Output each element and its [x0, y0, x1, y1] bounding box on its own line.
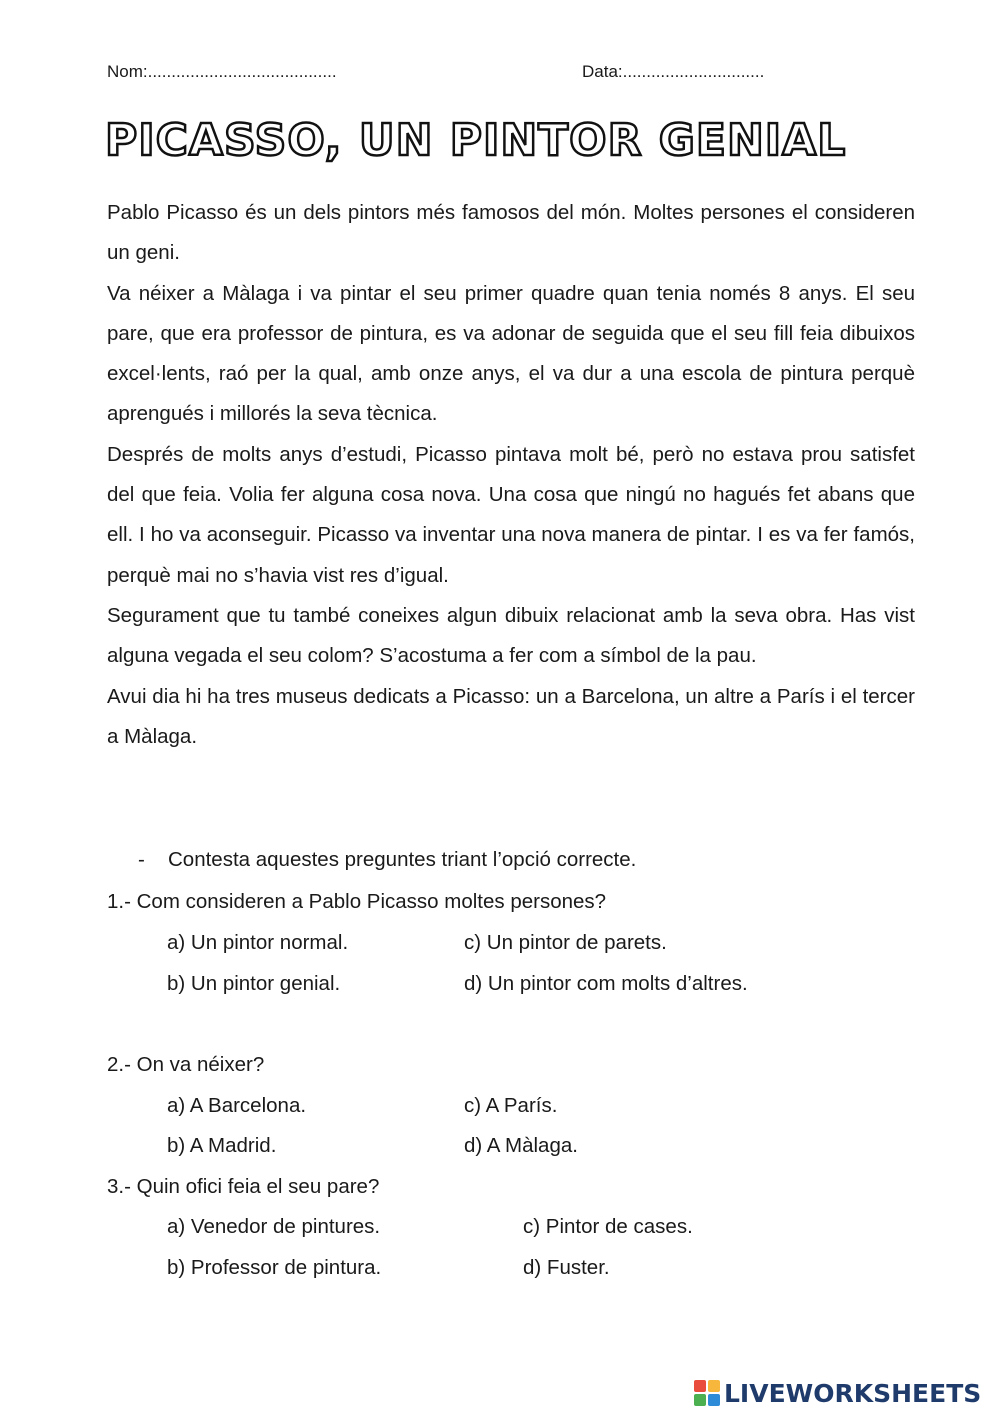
instruction-line	[138, 845, 636, 875]
instruction-bullet: -	[138, 848, 145, 871]
instruction-text: Contesta aquestes preguntes triant l’opció correcte.	[168, 848, 637, 871]
question-1-option-a[interactable]: a) Un pintor normal.	[167, 931, 349, 954]
logo-text: LIVEWORKSHEETS	[724, 1378, 982, 1408]
reading-paragraph: Pablo Picasso és un dels pintors més famosos del món. Moltes persones el consideren un geni.	[107, 201, 915, 265]
reading-paragraph: Segurament que tu també coneixes algun dibuix relacionat amb la seva obra. Has vist alguna vegada el seu colom? S’acostuma a fer com a símbol de la pau.	[107, 603, 915, 668]
question-2: 2.- On va néixer?	[107, 1053, 265, 1076]
question-3-option-b[interactable]: b) Professor de pintura.	[167, 1256, 382, 1279]
reading-paragraph: Va néixer a Màlaga i va pintar el seu primer quadre quan tenia només 8 anys. El seu pare, que era professor de pintura, es va adonar de seguida que el seu fill feia dibuixos excel·lents, raó per la qual, amb onze anys, el va dur a una escola de pintura perquè aprengués i millorés la seva tècnica.	[107, 281, 915, 426]
question-2-option-a[interactable]: a) A Barcelona.	[167, 1094, 307, 1117]
reading-paragraph: Després de molts anys d’estudi, Picasso pintava molt bé, però no estava prou satisfet del que feia. Volia fer alguna cosa nova. Una cosa que ningú no hagués fet abans que ell. I ho va aconseguir. Picasso va inventar una nova manera de pintar. I es va fer famós, perquè mai no s’havia vist res d’igual.	[107, 442, 915, 587]
question-2-option-b[interactable]: b) A Madrid.	[167, 1134, 277, 1157]
question-1-option-b[interactable]: b) Un pintor genial.	[167, 972, 341, 995]
reading-paragraph: Avui dia hi ha tres museus dedicats a Picasso: un a Barcelona, un altre a París i el tercer a Màlaga.	[107, 684, 915, 748]
question-2-option-c[interactable]: c) A París.	[464, 1094, 558, 1117]
reading-text	[107, 193, 915, 757]
question-1-option-d[interactable]: d) Un pintor com molts d’altres.	[464, 972, 748, 995]
question-3: 3.- Quin ofici feia el seu pare?	[107, 1175, 380, 1198]
question-1: 1.- Com consideren a Pablo Picasso moltes persones?	[107, 890, 607, 913]
date-field: Data:..............................	[582, 62, 765, 81]
question-3-option-a[interactable]: a) Venedor de pintures.	[167, 1215, 381, 1238]
logo-square	[694, 1394, 706, 1406]
name-field: Nom:........................................	[107, 62, 337, 81]
liveworksheets-logo	[694, 1378, 981, 1408]
worksheet-title: PICASSO, UN PINTOR GENIAL	[105, 115, 847, 166]
logo-square	[708, 1380, 720, 1392]
logo-square	[694, 1380, 706, 1392]
logo-square	[708, 1394, 720, 1406]
question-2-option-d[interactable]: d) A Màlaga.	[464, 1134, 578, 1157]
question-3-option-d[interactable]: d) Fuster.	[523, 1256, 610, 1279]
question-1-option-c[interactable]: c) Un pintor de parets.	[464, 931, 667, 954]
logo-mark-icon	[694, 1380, 720, 1406]
question-3-option-c[interactable]: c) Pintor de cases.	[523, 1215, 693, 1238]
